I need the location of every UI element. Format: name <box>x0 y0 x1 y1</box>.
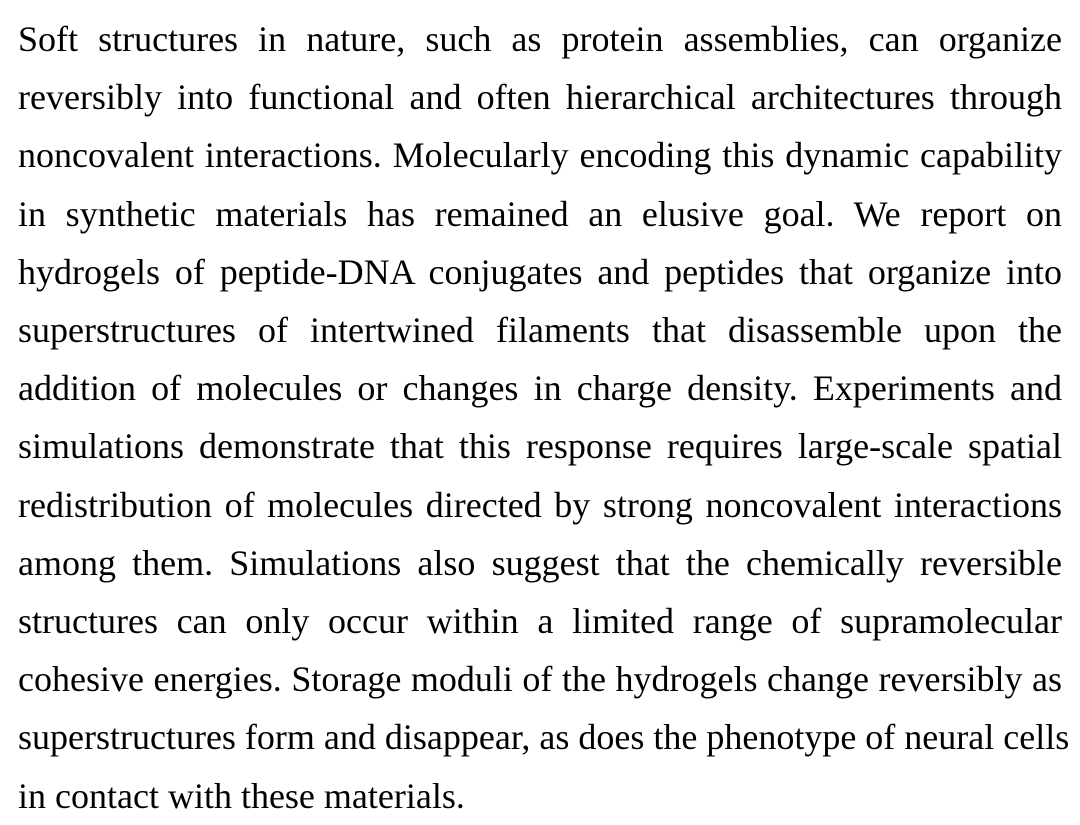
abstract-line: cohesive energies. Storage moduli of the hydrogels change reversibly as <box>18 659 1062 700</box>
abstract-line: simulations demonstrate that this response requires large-scale spatial <box>18 426 1062 467</box>
abstract-line: superstructures of intertwined filaments that disassemble upon the <box>18 310 1062 351</box>
abstract-line: among them. Simulations also suggest that the chemically reversible <box>18 542 1062 583</box>
abstract-line: addition of molecules or changes in charge density. Experiments and <box>18 368 1062 409</box>
abstract-paragraph <box>18 10 1070 825</box>
abstract-line: superstructures form and disappear, as does the phenotype of neural cells <box>18 717 1070 758</box>
abstract-line: structures can only occur within a limited range of supramolecular <box>18 601 1062 642</box>
abstract-line: reversibly into functional and often hierarchical architectures through <box>18 77 1062 118</box>
abstract-line: redistribution of molecules directed by strong noncovalent interactions <box>18 484 1062 525</box>
abstract-line-last: in contact with these materials. <box>18 775 465 816</box>
abstract-line: hydrogels of peptide-DNA conjugates and peptides that organize into <box>18 251 1062 292</box>
abstract-line: in synthetic materials has remained an elusive goal. We report on <box>18 193 1062 234</box>
abstract-line: noncovalent interactions. Molecularly encoding this dynamic capability <box>18 135 1062 176</box>
abstract-line: Soft structures in nature, such as protein assemblies, can organize <box>18 19 1062 59</box>
